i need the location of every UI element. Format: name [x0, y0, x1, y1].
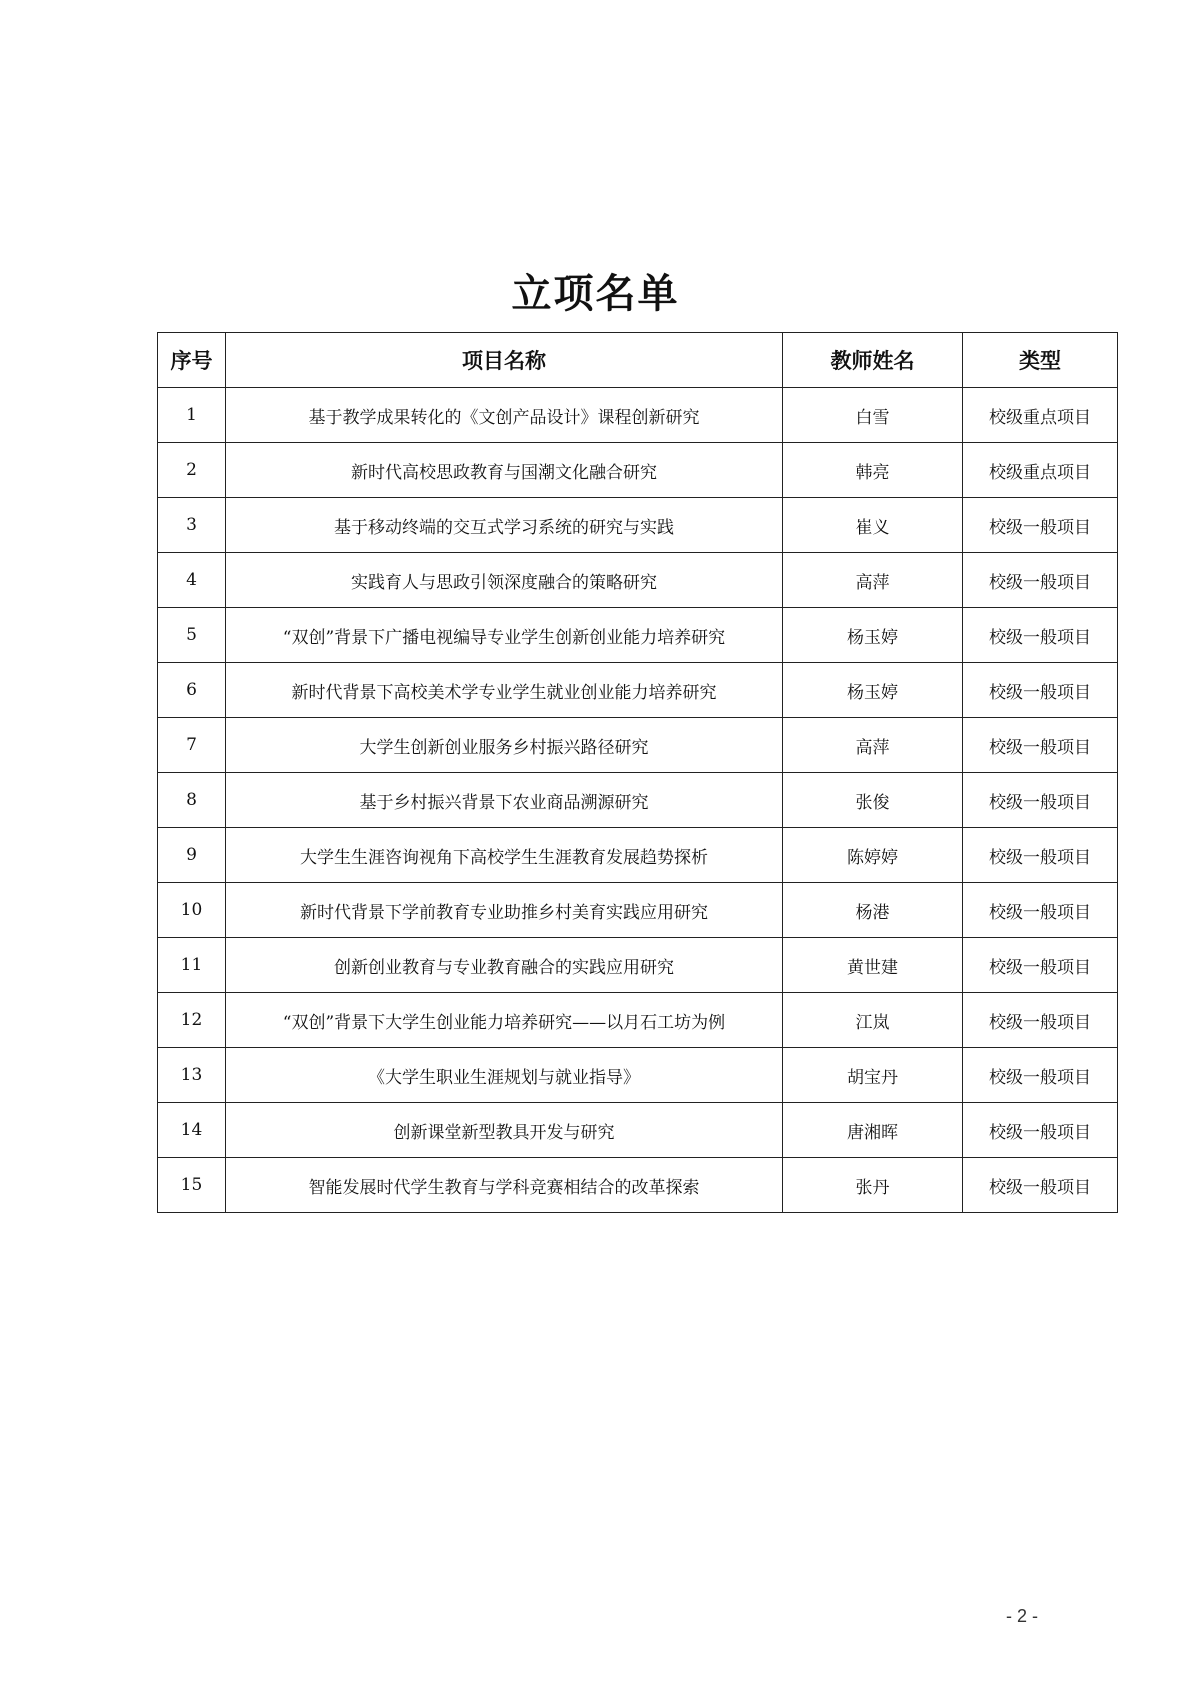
table-row [158, 938, 1118, 993]
cell-teacher-name: 高萍 [783, 718, 963, 773]
cell-project-name: 基于乡村振兴背景下农业商品溯源研究 [226, 773, 783, 828]
cell-type: 校级一般项目 [963, 993, 1118, 1048]
cell-no: 13 [158, 1048, 226, 1103]
cell-project-name: 实践育人与思政引领深度融合的策略研究 [226, 553, 783, 608]
header-teacher-name: 教师姓名 [783, 333, 963, 388]
cell-type: 校级一般项目 [963, 608, 1118, 663]
table-row [158, 553, 1118, 608]
cell-no: 7 [158, 718, 226, 773]
table-row [158, 1048, 1118, 1103]
cell-teacher-name: 胡宝丹 [783, 1048, 963, 1103]
cell-teacher-name: 杨港 [783, 883, 963, 938]
table-row [158, 883, 1118, 938]
page-title: 立项名单 [511, 270, 680, 317]
cell-project-name: 智能发展时代学生教育与学科竞赛相结合的改革探索 [226, 1158, 783, 1213]
cell-project-name: 创新创业教育与专业教育融合的实践应用研究 [226, 938, 783, 993]
cell-project-name: 新时代背景下学前教育专业助推乡村美育实践应用研究 [226, 883, 783, 938]
cell-project-name: “双创”背景下大学生创业能力培养研究——以月石工坊为例 [226, 993, 783, 1048]
cell-teacher-name: 张丹 [783, 1158, 963, 1213]
cell-no: 12 [158, 993, 226, 1048]
cell-teacher-name: 江岚 [783, 993, 963, 1048]
table-row [158, 388, 1118, 443]
cell-project-name: 基于教学成果转化的《文创产品设计》课程创新研究 [226, 388, 783, 443]
table-row [158, 498, 1118, 553]
table-row [158, 718, 1118, 773]
cell-teacher-name: 白雪 [783, 388, 963, 443]
cell-project-name: 《大学生职业生涯规划与就业指导》 [226, 1048, 783, 1103]
cell-teacher-name: 黄世建 [783, 938, 963, 993]
cell-no: 14 [158, 1103, 226, 1158]
cell-project-name: 大学生创新创业服务乡村振兴路径研究 [226, 718, 783, 773]
cell-no: 15 [158, 1158, 226, 1213]
cell-project-name: 创新课堂新型教具开发与研究 [226, 1103, 783, 1158]
header-project-name: 项目名称 [226, 333, 783, 388]
cell-teacher-name: 唐湘晖 [783, 1103, 963, 1158]
cell-project-name: 新时代背景下高校美术学专业学生就业创业能力培养研究 [226, 663, 783, 718]
table-row [158, 443, 1118, 498]
cell-type: 校级一般项目 [963, 718, 1118, 773]
cell-type: 校级一般项目 [963, 498, 1118, 553]
cell-project-name: 基于移动终端的交互式学习系统的研究与实践 [226, 498, 783, 553]
cell-teacher-name: 杨玉婷 [783, 663, 963, 718]
table-row [158, 828, 1118, 883]
cell-teacher-name: 杨玉婷 [783, 608, 963, 663]
cell-no: 1 [158, 388, 226, 443]
cell-teacher-name: 陈婷婷 [783, 828, 963, 883]
cell-no: 9 [158, 828, 226, 883]
cell-type: 校级重点项目 [963, 388, 1118, 443]
table-row [158, 608, 1118, 663]
cell-project-name: 新时代高校思政教育与国潮文化融合研究 [226, 443, 783, 498]
table-row [158, 1103, 1118, 1158]
cell-type: 校级一般项目 [963, 938, 1118, 993]
cell-type: 校级一般项目 [963, 1158, 1118, 1213]
cell-type: 校级一般项目 [963, 1103, 1118, 1158]
table-row [158, 773, 1118, 828]
cell-teacher-name: 韩亮 [783, 443, 963, 498]
cell-no: 6 [158, 663, 226, 718]
cell-type: 校级一般项目 [963, 553, 1118, 608]
header-type: 类型 [963, 333, 1118, 388]
cell-type: 校级重点项目 [963, 443, 1118, 498]
cell-project-name: 大学生生涯咨询视角下高校学生生涯教育发展趋势探析 [226, 828, 783, 883]
header-no: 序号 [158, 333, 226, 388]
cell-no: 8 [158, 773, 226, 828]
table-row [158, 663, 1118, 718]
cell-no: 3 [158, 498, 226, 553]
cell-no: 5 [158, 608, 226, 663]
page-number: - 2 - [1006, 1606, 1039, 1626]
cell-project-name: “双创”背景下广播电视编导专业学生创新创业能力培养研究 [226, 608, 783, 663]
cell-no: 2 [158, 443, 226, 498]
cell-type: 校级一般项目 [963, 663, 1118, 718]
table-row [158, 1158, 1118, 1213]
cell-teacher-name: 崔义 [783, 498, 963, 553]
table-row [158, 993, 1118, 1048]
cell-type: 校级一般项目 [963, 828, 1118, 883]
cell-type: 校级一般项目 [963, 883, 1118, 938]
cell-teacher-name: 张俊 [783, 773, 963, 828]
cell-no: 10 [158, 883, 226, 938]
cell-type: 校级一般项目 [963, 773, 1118, 828]
project-list-table [157, 332, 1118, 1213]
cell-no: 4 [158, 553, 226, 608]
cell-no: 11 [158, 938, 226, 993]
table-header-row [158, 333, 1118, 388]
cell-teacher-name: 高萍 [783, 553, 963, 608]
cell-type: 校级一般项目 [963, 1048, 1118, 1103]
